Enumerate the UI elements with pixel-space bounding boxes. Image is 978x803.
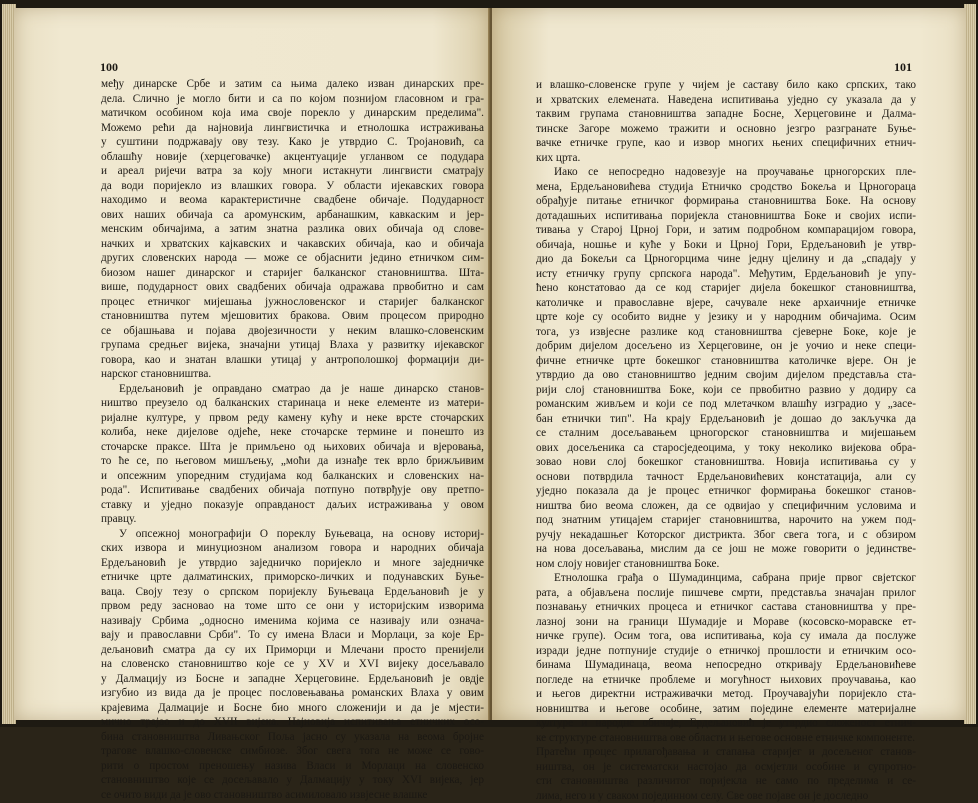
right-page-text-line: Иако се непосредно надовезује на проучавање црногорских пле- bbox=[536, 165, 916, 180]
right-page bbox=[492, 8, 966, 720]
left-page-text-line: бина становништва Ливањског Поља јасно су указала на веома бројне bbox=[101, 730, 484, 745]
right-page-text-line: дотадашњих испитивања поријекла становништва Боке и својих испи- bbox=[536, 209, 916, 224]
left-page-text-line: Ердељановић је оправдано сматрао да је наше динарско станов- bbox=[101, 382, 484, 397]
left-page-text-line: биозом нашег динарског и старијег балканског становништва. Шта- bbox=[101, 266, 484, 281]
left-page-text-line: рода". Испитивање свадбених обичаја потпуно потврђује ову претпо- bbox=[101, 483, 484, 498]
left-page-text-line: говора, као и знатан влашки утицај у антрополошкој формацији ди- bbox=[101, 353, 484, 368]
left-page-text-line: колиба, неке дијелове одјеће, неке сточарске термине и понешто из bbox=[101, 425, 484, 440]
left-page-text-line: начких и хрватских кајкавских и чакавских обичаја, као и обичаја bbox=[101, 237, 484, 252]
right-page-text-line: Пратећи процес прилагођавања и стапања старијег и досељеног станов- bbox=[536, 745, 916, 760]
right-page-text-line: мена, Ердељановићева студија Етничко сродство Бокеља и Црногораца bbox=[536, 180, 916, 195]
right-page-text-line: Етнолошка грађа о Шумадинцима, сабрана прије првог свјетског bbox=[536, 571, 916, 586]
left-page-text-line: називају Србима „односно именима којима се називају или означа- bbox=[101, 614, 484, 629]
left-page-text-line: се очито види да је ово становништво асимиловало извјесне влашке bbox=[101, 788, 484, 803]
right-page-text-line: бинама Шумадинаца, веома непосредно откривају Ердељановићеве bbox=[536, 658, 916, 673]
left-page-text-line: дељановић сматра да су их Приморци и Млечани просто пренијели bbox=[101, 643, 484, 658]
right-page-text-line: ких црта. bbox=[536, 151, 916, 166]
right-page-text-line: ничке групе). Осим тога, ова испитивања, која су имала да послуже bbox=[536, 629, 916, 644]
right-page-text-line: бан етнички тип". На крају Ердељановић је дошао до закључка да bbox=[536, 412, 916, 427]
left-page-text-line: и опсежним упоредним студијама код балканских и словенских на- bbox=[101, 469, 484, 484]
left-page-text-line: трагове влашко-словенске симбиозе. Због свега тога не може се гово- bbox=[101, 744, 484, 759]
left-page-text-line: крајевима Далмације и Босне био много сложенији и да је мјести- bbox=[101, 701, 484, 716]
left-page-text-line: групама средњег вијека, значајни утицај Влаха у развитку ијекавског bbox=[101, 338, 484, 353]
left-page-text-line: више, подударност ових свадбених обичаја одражава првобитно и сам bbox=[101, 280, 484, 295]
left-page-text-line: сточарске праксе. Шта је примљено од њихових обичаја и вјеровања, bbox=[101, 440, 484, 455]
right-page-text-line: изради једне потпуније студије о етничкој прошлости и етничким осо- bbox=[536, 644, 916, 659]
right-page-text-line: вачке етничке групе, као и извор многих њених специфичних етнич- bbox=[536, 136, 916, 151]
right-page-text-line: католичке и православне вјере, сачувале неке архаичније етничке bbox=[536, 296, 916, 311]
right-page-text-line: зовао нови слој бокешког становништва. Новија испитивања су у bbox=[536, 455, 916, 470]
left-page-text-line: на словенско становништво које се у XV и XVI вијеку досељавало bbox=[101, 657, 484, 672]
page-number-right: 101 bbox=[894, 60, 912, 75]
right-page-text-line: лазној зони на граници Шумадије и Мораве (косовско-моравске ет- bbox=[536, 615, 916, 630]
right-page-text-line: на нова досељавања, мислим да се још не може говорити о јединстве- bbox=[536, 542, 916, 557]
right-page-text-line: таквим групама становништва западне Босне, Херцеговине и Далма- bbox=[536, 107, 916, 122]
right-page-text-line: ништва, он је систематски настојао да осмјетли особине и супротно- bbox=[536, 760, 916, 775]
right-page-text-line: црте које су особито видне у језику и у народним обичајима. Осим bbox=[536, 310, 916, 325]
right-page-text-line: дио да Бокељи са Црногорцима чине једну цјелину и да „спадају у bbox=[536, 252, 916, 267]
right-page-text-line: основи потврдила тачност Ердељановићевих констатација, али су bbox=[536, 470, 916, 485]
right-page-text-line: добрим дијелом досељено из Херцеговине, он је уочио и неке специ- bbox=[536, 339, 916, 354]
left-page-text-line: ријалне културе, у првом реду камену кућу и неке врсте сточарских bbox=[101, 411, 484, 426]
right-page-text-line: ових досељеника са старосједеоцима, у току неколико вијекова обра- bbox=[536, 441, 916, 456]
left-page-text-line: првом реду засновао на томе што се они у историјским изворима bbox=[101, 599, 484, 614]
right-page-text-line: познавању етничких процеса и етничког састава становништва у пре- bbox=[536, 600, 916, 615]
left-page-text-line: то ће се, по његовом мишљењу, „моћи да изнађе тек врло брижљивим bbox=[101, 454, 484, 469]
left-page-text-line: становништва путем мјешовитих бракова. Овим процесом природно bbox=[101, 309, 484, 324]
right-page-text-line: сти становништва различитог поријекла не само по пределима и се- bbox=[536, 774, 916, 789]
left-page-text-line: ништво преузело од балканских старинаца и неке елементе из матери- bbox=[101, 396, 484, 411]
right-page-text-line: тивања у Старој Црној Гори, и затим подробном компарацијом говора, bbox=[536, 223, 916, 238]
right-page-text-line: ке структуре становништва ове области и његове основне етничке компоненте. bbox=[536, 731, 916, 746]
right-page-text-line: новништва и његове особине, затим поједине елементе материјалне bbox=[536, 702, 916, 717]
right-page-text-line: романским живљем и који се под млетачком влашћу изградио у „засе- bbox=[536, 397, 916, 412]
left-page-text-line: У опсежној монографији О пореклу Буњеваца, на основу историј- bbox=[101, 527, 484, 542]
left-page-text-line: вају и православни Срби". То су имена Власи и Морлаци, за које Ер- bbox=[101, 628, 484, 643]
left-page-text-line: се објашњава и појава двојезичности у неким влашко-словенским bbox=[101, 324, 484, 339]
left-page bbox=[14, 8, 490, 720]
right-page-text-line: ном слоју новијег становништва Боке. bbox=[536, 557, 916, 572]
left-page-text-line: дела. Слично је могло бити и са по којом познијом гласовном и гра- bbox=[101, 92, 484, 107]
right-page-text-line: и његов директни истраживачки метод. Проучавајући поријекло ста- bbox=[536, 687, 916, 702]
right-page-text-line: обичаја, ношње и куће у Боки и Црној Гори, Ердељановић је утвр- bbox=[536, 238, 916, 253]
left-page-text-line: Можемо рећи да најновија лингвистичка и етнолошка истраживања bbox=[101, 121, 484, 136]
left-page-text-line: Ердељановић је утврдио заједничко поријекло и многе заједничке bbox=[101, 556, 484, 571]
right-page-text-line: тога, уз извјесне разлике код становништва сјеверне Боке, које је bbox=[536, 325, 916, 340]
right-page-text-line: ништва био веома сложен, да се одвијао у специфичним условима и bbox=[536, 499, 916, 514]
right-page-text-line: уједно показала да је процес етничког формирања бокешког станов- bbox=[536, 484, 916, 499]
right-page-text bbox=[536, 78, 916, 803]
right-page-text-line: фичне етничке црте бокешког становништва католичке вјере. Он је bbox=[536, 354, 916, 369]
left-page-text-line: ских извора и минуциозном анализом говора и народних обичаја bbox=[101, 541, 484, 556]
left-page-text-line: ових наших обичаја са аромунским, арбанашким, кавкаским и јер- bbox=[101, 208, 484, 223]
left-page-text-line: находимо и веома карактеристичне свадбене обичаје. Подударност bbox=[101, 193, 484, 208]
left-page-text-line: ваца. Своју тезу о српском поријеклу Буњеваца Ердељановић је у bbox=[101, 585, 484, 600]
left-page-text-line: правцу. bbox=[101, 512, 484, 527]
left-page-text-line: мично трајао и до XVII вијека. Најновија испитивања етничких осо- bbox=[101, 715, 484, 730]
right-page-text-line: погледе на етничке проблеме и могућност њихових проучавања, као bbox=[536, 673, 916, 688]
left-page-text-line: процес етничког мијешања јужнословенског и старијег балканског bbox=[101, 295, 484, 310]
left-page-text-line: становништво које се досељавало у Далмацију у току XVI вијека, јер bbox=[101, 773, 484, 788]
left-page-text-line: других словенских народа — може се објаснити једино етничком сим- bbox=[101, 251, 484, 266]
left-page-text-line: менским обичајима, а затим знатна разлика ових обичаја од слове- bbox=[101, 222, 484, 237]
left-page-text bbox=[101, 77, 484, 802]
right-page-text-line: под знатним утицајем старијег становништва, нарочито на ужем под- bbox=[536, 513, 916, 528]
right-page-text-line: исту етничку групу српскога народа". Међутим, Ердељановић је упу- bbox=[536, 267, 916, 282]
right-page-text-line: ћено констатовао да се код старијег дијела бокешког становништва, bbox=[536, 281, 916, 296]
right-page-text-line: и влашко-словенске групе у чијем је саставу било како српских, тако bbox=[536, 78, 916, 93]
right-page-text-line: рији слој становништва Боке, који се првобитно развио у додиру са bbox=[536, 383, 916, 398]
right-page-text-line: утврдио да ово становништво једним својим дијелом представља ста- bbox=[536, 368, 916, 383]
left-page-text-line: у Далмацију из Босне и западне Херцеговине. Ердељановић је овдје bbox=[101, 672, 484, 687]
left-page-text-line: нарског становништва. bbox=[101, 367, 484, 382]
right-page-text-line: рата, а објављена послије пишчеве смрти, представља значајан прилог bbox=[536, 586, 916, 601]
left-page-text-line: рити о простом преношењу назива Власи и Морлаци на словенско bbox=[101, 759, 484, 774]
left-page-text-line: међу динарске Србе и затим са њима далеко изван динарских пре- bbox=[101, 77, 484, 92]
right-page-text-line: се сталним досељавањем црногорског становништва и мијешањем bbox=[536, 426, 916, 441]
left-page-text-line: изгубио из вида да је процес пословењавања романских Влаха у овим bbox=[101, 686, 484, 701]
left-page-text-line: у суштини подржавају ову тезу. Како је утврдио С. Тројановић, са bbox=[101, 135, 484, 150]
right-page-text-line: тинске Загоре можемо тражити и основно језгро разгранате Буње- bbox=[536, 122, 916, 137]
left-page-text-line: ставку и уједно показује оправданост даљих истраживања у овом bbox=[101, 498, 484, 513]
left-page-text-line: и ареал ријечи ватра за коју многи истакнути лингвисти сматрају bbox=[101, 164, 484, 179]
left-page-text-line: матичком особином која има своје порекло у динарским пределима". bbox=[101, 106, 484, 121]
page-number-left: 100 bbox=[100, 60, 118, 75]
right-page-text-line: културе и народне обичаје, Ердељановић је утврдио сложеност етнич- bbox=[536, 716, 916, 731]
right-page-text-line: ручју некадашњег Которског дистрикта. Због свега тога, и с обзиром bbox=[536, 528, 916, 543]
left-page-text-line: да води поријекло из влашких говора. У области ијекавских говора bbox=[101, 179, 484, 194]
left-page-text-line: етничке црте далматинских, приморско-личких и подунавских Буње- bbox=[101, 570, 484, 585]
right-page-text-line: лима, него и у сваком појединном селу. Све ове појаве он је доследно bbox=[536, 789, 916, 803]
right-page-text-line: и хрватских елемената. Наведена испитивања уједно су указала да у bbox=[536, 93, 916, 108]
left-page-text-line: облашћу новије (херцеговачке) акцентуације угланвом се подудара bbox=[101, 150, 484, 165]
right-page-text-line: обрађује питање етничког формирања становништва Боке. На основу bbox=[536, 194, 916, 209]
